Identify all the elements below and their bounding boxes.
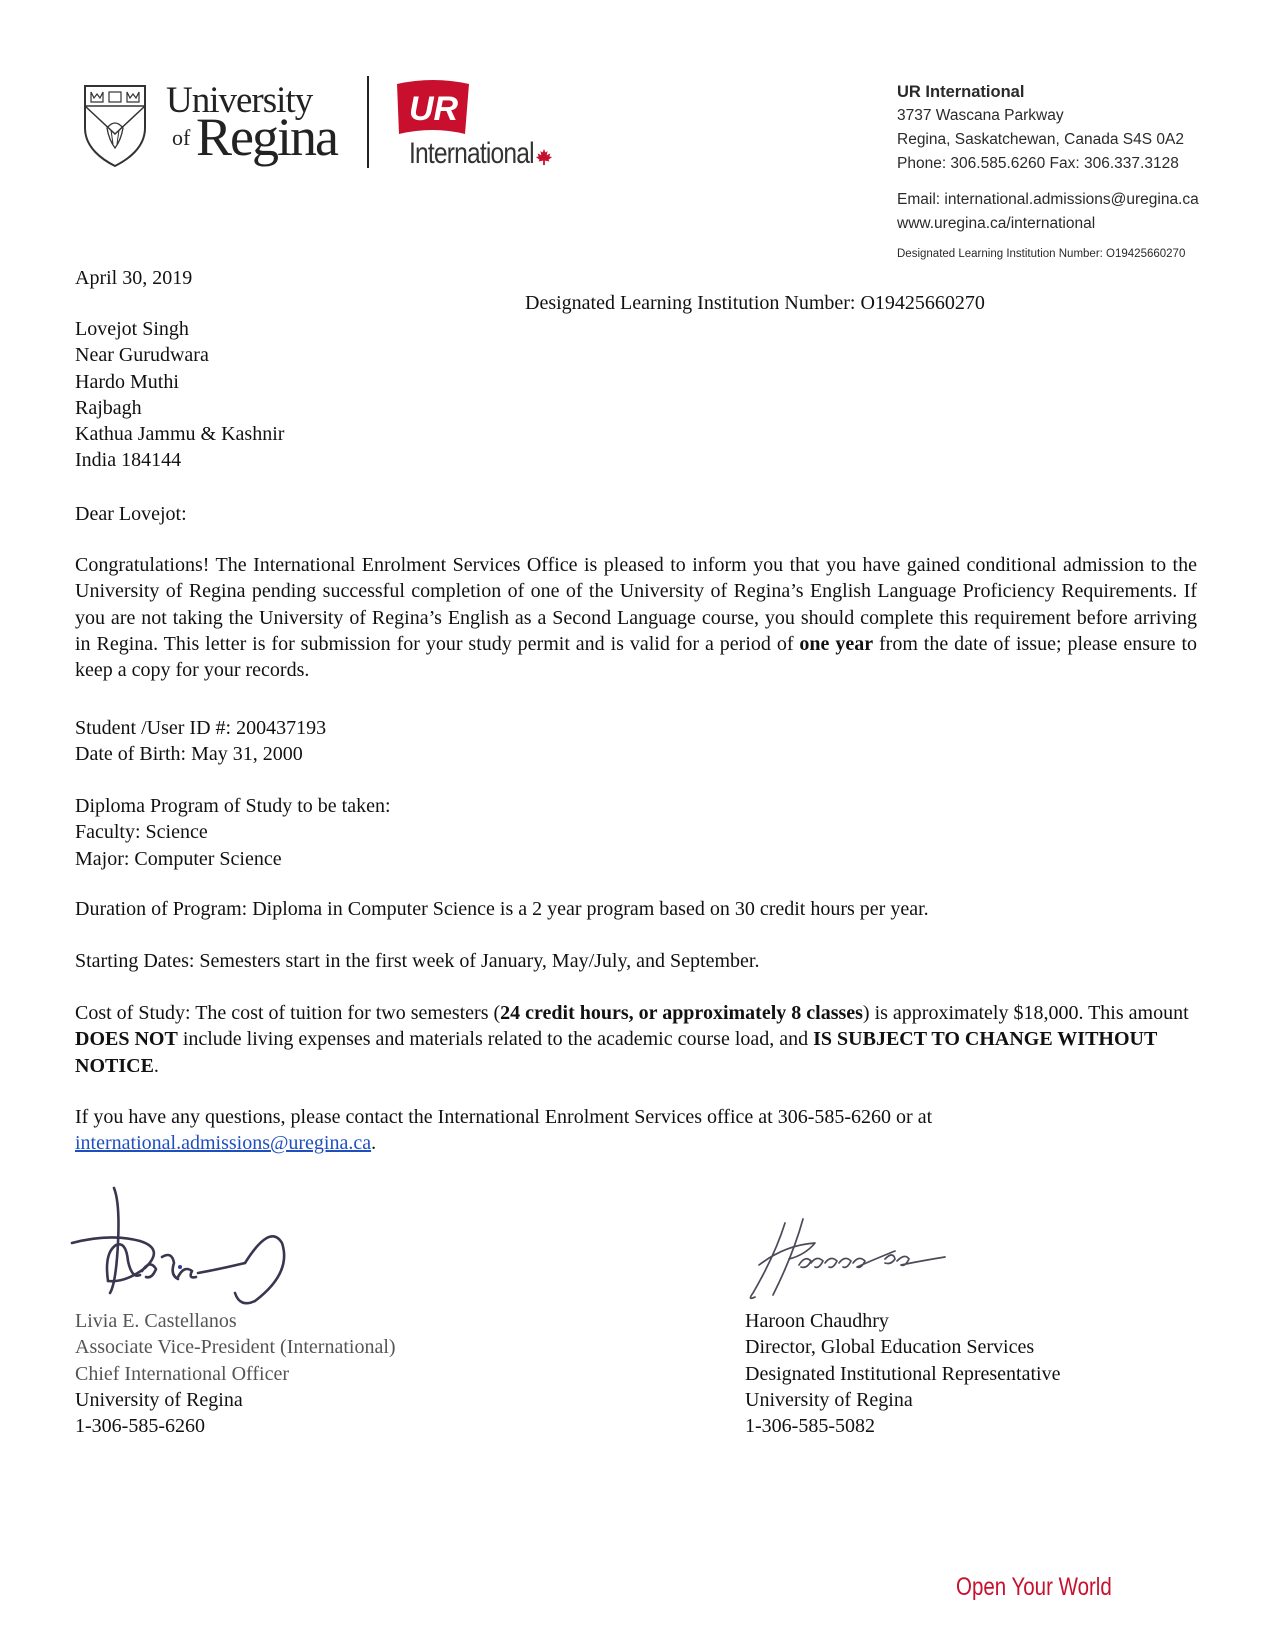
office-website: www.uregina.ca/international [897,215,1096,232]
signature-chaudhry [745,1215,955,1305]
office-dli-number: Designated Learning Institution Number: O19425660270 [897,248,1186,260]
cost-of-study-paragraph [75,1000,1200,1079]
duration-of-program: Duration of Program: Diploma in Computer Science is a 2 year program based on 30 credit hours per year. [75,898,929,920]
left-signatory-phone: 1-306-585-6260 [75,1415,205,1438]
left-signatory-title1: Associate Vice-President (International) [75,1336,396,1359]
contact-text: If you have any questions, please contact the International Enrolment Services office at 306-585-6260 or at [75,1106,933,1128]
ur-flag-logo [393,78,473,138]
contact-paragraph [75,1104,1185,1157]
office-contact-block [897,80,1199,266]
letter-date: April 30, 2019 [75,267,193,289]
recipient-line: Rajbagh [75,396,142,419]
credit-hours-emphasis: 24 credit hours, or approximately 8 classes [500,1002,863,1024]
logo-ur-text: UR [409,90,459,128]
left-signatory-block [75,1308,396,1439]
cost-text: . [153,1054,159,1077]
major: Major: Computer Science [75,847,282,870]
does-not-emphasis: DOES NOT [75,1028,178,1051]
right-signatory-phone: 1-306-585-5082 [745,1415,875,1438]
congrats-text-end: from the date of issue; please ensure to keep a copy for your records. [75,632,1198,682]
contact-email-link[interactable]: international.admissions@uregina.ca [75,1132,372,1155]
contact-text-end: . [371,1132,377,1155]
left-signatory-name: Livia E. Castellanos [75,1310,237,1332]
right-signatory-title2: Designated Institutional Representative [745,1362,1061,1385]
right-signatory-title1: Director, Global Education Services [745,1336,1035,1359]
recipient-line: Near Gurudwara [75,344,209,367]
footer-tagline: Open Your World [956,1573,1112,1601]
office-title: UR International [897,83,1025,101]
right-signatory-org: University of Regina [745,1388,913,1411]
recipient-line: Hardo Muthi [75,370,179,393]
recipient-address [75,316,284,474]
congratulations-paragraph [75,552,1197,683]
cost-text: include living expenses and materials related to the academic course load, and [177,1028,814,1051]
recipient-line: Lovejot Singh [75,318,189,340]
congrats-text: Congratulations! The International Enrolment Services Office is pleased to inform you that you have gained conditional admission to the University of Regina pending successful completion of one of the University of Regina’s English Language Proficiency Requirements. If you are not taking the University of Regina’s English as a Second Language course, you should complete this requirement before arriving in Regina. This letter is for submission for your study permit and is valid for a period of [75,554,1197,655]
left-signatory-title2: Chief International Officer [75,1362,289,1385]
office-address-line2: Regina, Saskatchewan, Canada S4S 0A2 [897,131,1184,148]
maple-leaf-icon [535,148,553,166]
logo-divider [367,76,369,168]
recipient-line: India 184144 [75,449,182,472]
program-heading: Diploma Program of Study to be taken: [75,795,391,817]
logo-international-text: International [409,137,534,170]
office-address-line1: 3737 Wascana Parkway [897,107,1064,124]
right-signatory-block [745,1308,1060,1439]
logo-of-text: of [172,125,191,150]
faculty: Faculty: Science [75,821,208,844]
cost-text: Cost of Study: The cost of tuition for two semesters ( [75,1002,501,1024]
dli-number-line: Designated Learning Institution Number: O19425660270 [525,292,985,314]
starting-dates: Starting Dates: Semesters start in the first week of January, May/July, and September. [75,950,760,972]
left-signatory-org: University of Regina [75,1388,243,1411]
program-details [75,793,391,872]
recipient-line: Kathua Jammu & Kashnir [75,423,285,446]
office-phone-fax: Phone: 306.585.6260 Fax: 306.337.3128 [897,155,1179,172]
office-email: Email: international.admissions@uregina.ca [897,191,1199,208]
university-crest-logo [83,84,147,168]
date-of-birth: Date of Birth: May 31, 2000 [75,743,303,766]
subject-to-change-emphasis: IS SUBJECT TO CHANGE WITHOUT NOTICE [75,1028,1157,1077]
salutation: Dear Lovejot: [75,503,187,525]
logo-regina-text: Regina [196,107,337,167]
logo-university-text: University [166,80,313,121]
validity-period: one year [799,632,874,655]
student-details [75,715,326,768]
cost-text: ) is approximately $18,000. This amount [862,1002,1189,1024]
student-id: Student /User ID #: 200437193 [75,717,327,739]
right-signatory-name: Haroon Chaudhry [745,1310,889,1332]
signature-castellanos [70,1183,295,1308]
